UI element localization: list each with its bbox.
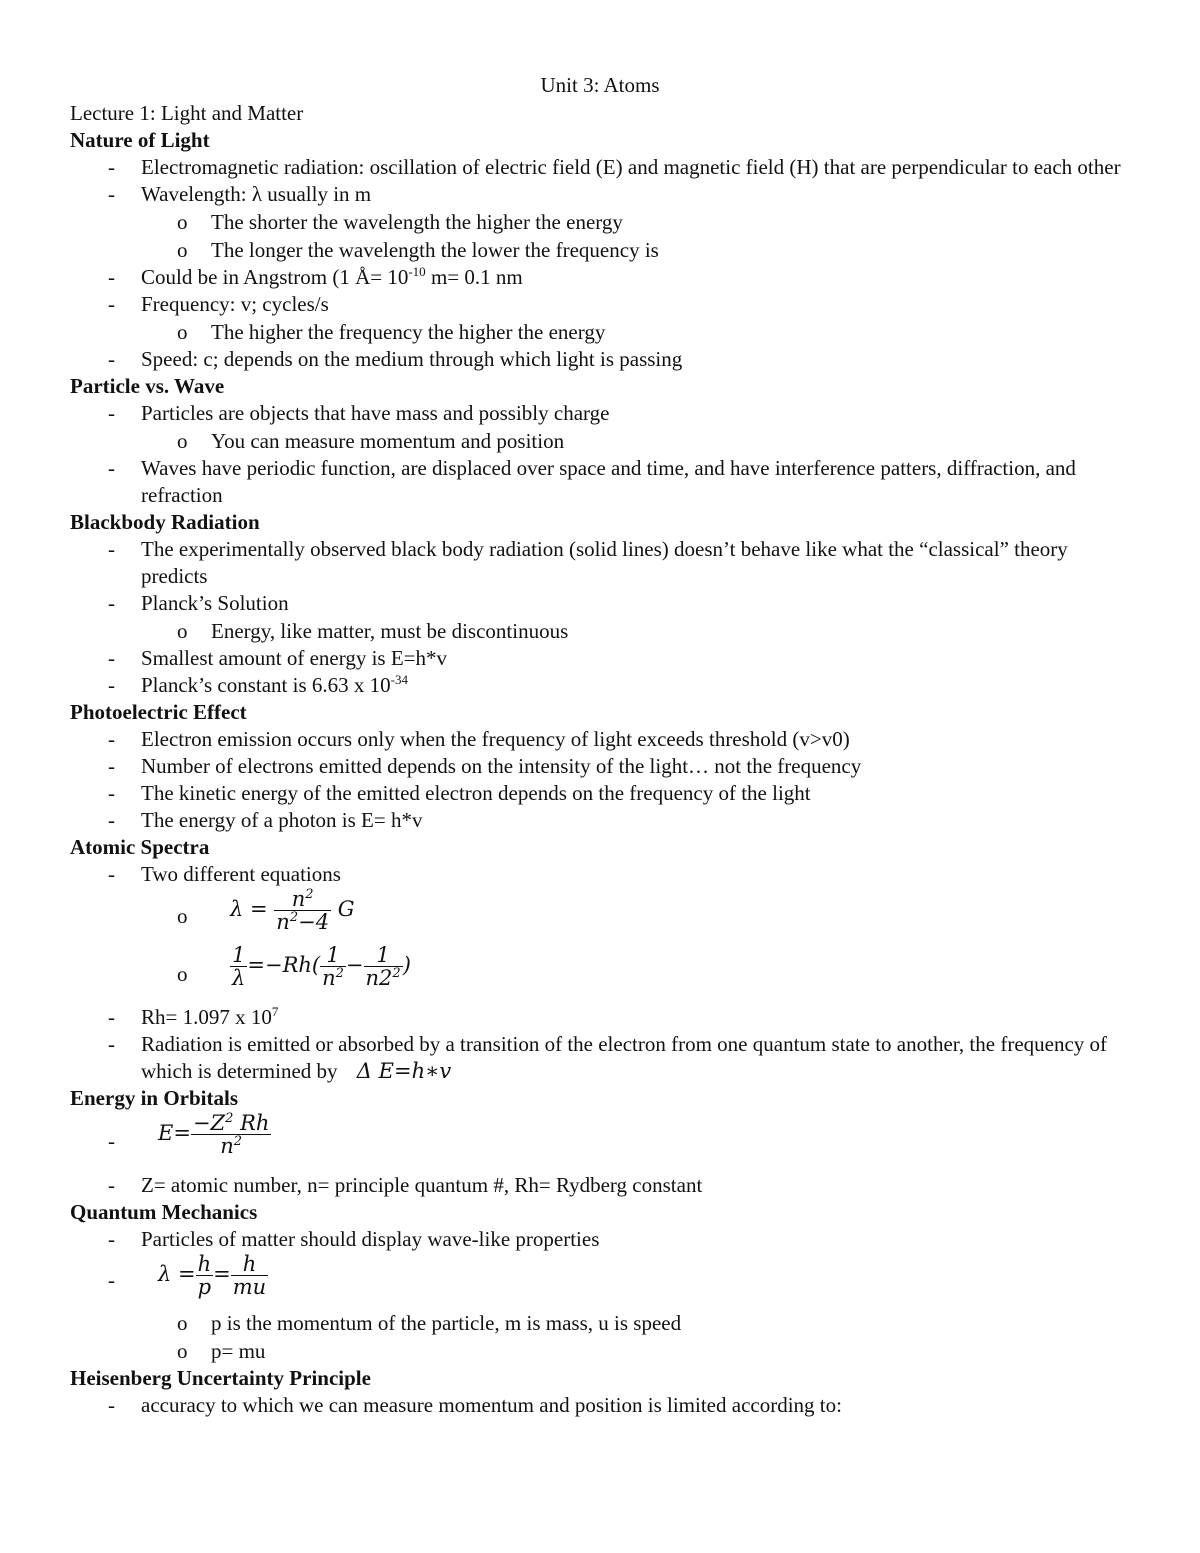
section-heading-atomic-spectra: Atomic Spectra — [70, 835, 210, 859]
bullet-item: - The experimentally observed black body radiation (solid lines) doesn’t behave like what the “classical” theory predicts — [108, 537, 1068, 588]
bullet-item: - Number of electrons emitted depends on the intensity of the light… not the frequency — [108, 754, 862, 778]
bullet-item: - The kinetic energy of the emitted electron depends on the frequency of the light — [108, 781, 811, 805]
bullet-item: - Speed: c; depends on the medium through which light is passing — [108, 347, 683, 371]
document-title: Unit 3: Atoms — [540, 73, 660, 97]
bullet-item: - Could be in Angstrom (1 Å= $10^{-10}$ m= 0.1 nm — [108, 264, 523, 289]
section-heading-particle-vs-wave: Particle vs. Wave — [70, 374, 225, 398]
equation-orbital-energy: E= $\frac{-Z^2 Rh}{n^2}$ — [158, 1111, 270, 1158]
document-page — [70, 70, 1130, 1419]
bullet-item: - The energy of a photon is E= h*v — [108, 808, 423, 832]
section-heading-quantum-mechanics: Quantum Mechanics — [70, 1200, 258, 1224]
section-heading-nature-of-light: Nature of Light — [70, 128, 210, 152]
bullet-item: - Rh= 1.097 x $10^7$ — [108, 1004, 279, 1029]
sub-bullet-item: o The longer the wavelength the lower the frequency is — [177, 238, 659, 262]
equation-wavelength: λ = $\frac{n^2}{n^2-4}$ G — [230, 887, 355, 934]
bullet-item: - Radiation is emitted or absorbed by a transition of the electron from one quantum state to another, the frequency of which is determined by Δ E=h∗v — [108, 1032, 1108, 1083]
equation-row-orbital-energy: - E= $\frac{-Z^2 Rh}{n^2}$ — [108, 1111, 270, 1158]
sub-bullet-item: o You can measure momentum and position — [177, 429, 565, 453]
section-heading-energy-in-orbitals: Energy in Orbitals — [70, 1086, 239, 1110]
equation-rydberg: $\frac{1}{\lambda}$ =−Rh( $\frac{1}{n^2}$ − $\frac{1}{n2^2}$ ) — [232, 943, 411, 990]
bullet-item: - Smallest amount of energy is E=h*v — [108, 646, 447, 670]
section-heading-photoelectric-effect: Photoelectric Effect — [70, 700, 247, 724]
bullet-item: - Wavelength: λ usually in m — [108, 182, 372, 206]
bullet-item: - Planck’s constant is 6.63 x $10^{-34}$ — [108, 672, 408, 697]
bullet-item: - Z= atomic number, n= principle quantum #, Rh= Rydberg constant — [108, 1173, 703, 1197]
sub-bullet-item: o p= mu — [177, 1339, 266, 1363]
sub-bullet-item: o The shorter the wavelength the higher the energy — [177, 210, 623, 234]
lecture-title: Lecture 1: Light and Matter — [70, 101, 304, 125]
sub-bullet-item: o The higher the frequency the higher the energy — [177, 320, 606, 344]
sub-bullet-item: o Energy, like matter, must be discontinuous — [177, 619, 569, 643]
bullet-item: - Frequency: v; cycles/s — [108, 292, 329, 316]
sub-bullet-item: o p is the momentum of the particle, m is mass, u is speed — [177, 1311, 682, 1335]
equation-row-de-broglie: - λ = $\frac{h}{p}$ = $\frac{h}{mu}$ — [108, 1252, 267, 1299]
bullet-item: - Electron emission occurs only when the frequency of light exceeds threshold (v>v0) — [108, 727, 850, 751]
equation-de-broglie: λ = $\frac{h}{p}$ = $\frac{h}{mu}$ — [158, 1252, 267, 1299]
bullet-item: - Two different equations — [108, 862, 341, 886]
section-heading-heisenberg-uncertainty: Heisenberg Uncertainty Principle — [70, 1366, 371, 1390]
bullet-item: - Electromagnetic radiation: oscillation of electric field (E) and magnetic field (H) that are perpendicular to each other — [108, 155, 1121, 179]
section-heading-blackbody-radiation: Blackbody Radiation — [70, 510, 260, 534]
equation-row-wavelength: o λ = $\frac{n^2}{n^2-4}$ G — [177, 887, 355, 934]
bullet-item: - Particles are objects that have mass and possibly charge — [108, 401, 610, 425]
bullet-item: - accuracy to which we can measure momentum and position is limited according to: — [108, 1393, 842, 1417]
bullet-item: - Planck’s Solution — [108, 591, 289, 615]
equation-energy-transition: Δ E=h∗v — [356, 1059, 452, 1083]
bullet-item: - Particles of matter should display wave-like properties — [108, 1227, 600, 1251]
bullet-item: - Waves have periodic function, are displaced over space and time, and have interference patters, diffraction, and refraction — [108, 456, 1076, 507]
equation-row-rydberg: o $\frac{1}{\lambda}$ =−Rh( $\frac{1}{n^2}$ − $\frac{1}{n2^2}$ ) — [177, 943, 411, 990]
